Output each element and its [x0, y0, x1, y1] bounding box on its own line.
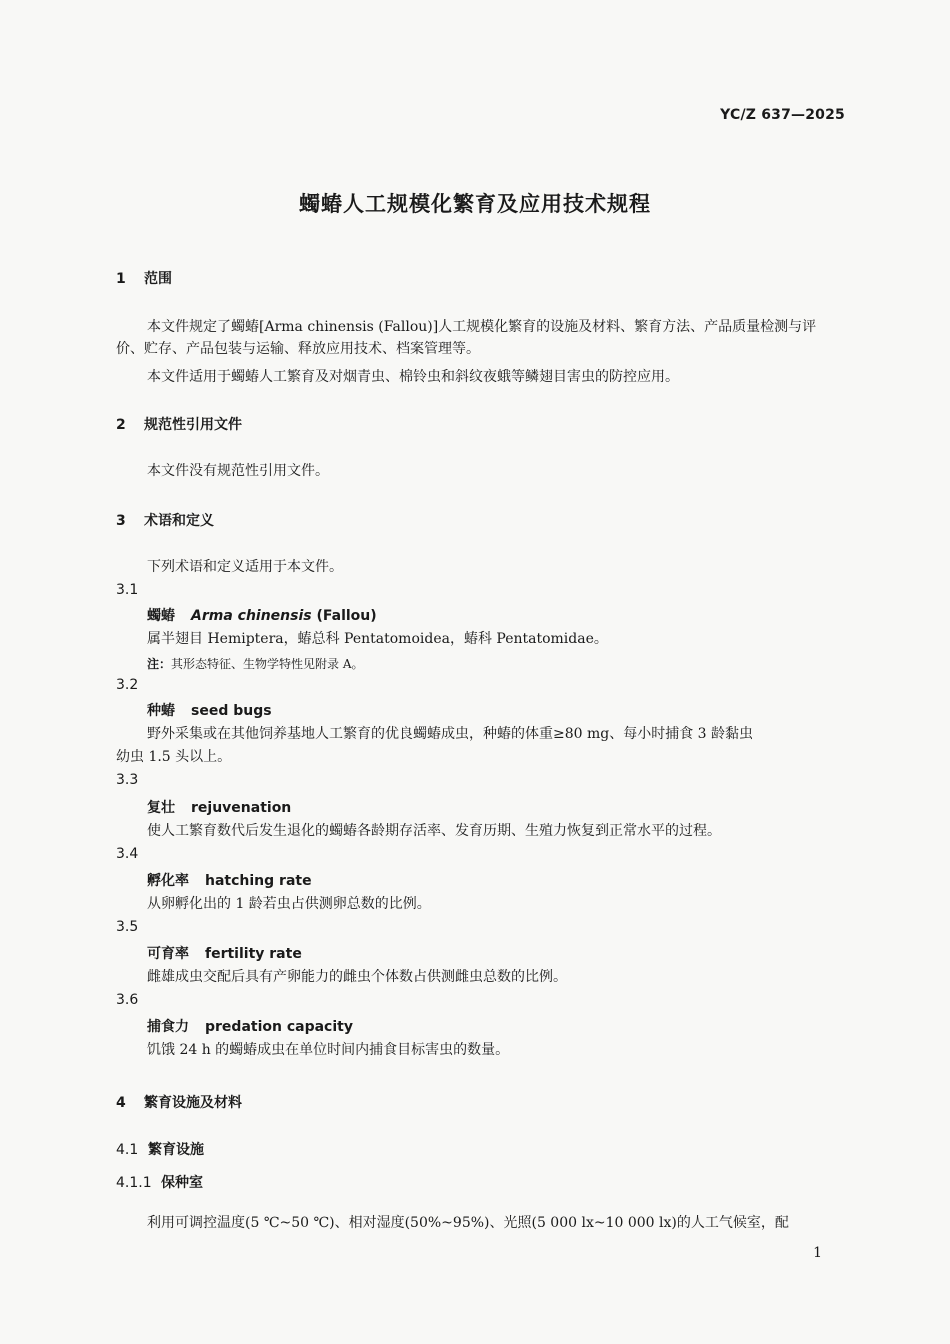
- term-zh: 蠋蝽: [147, 608, 175, 624]
- term-3-2: [147, 700, 272, 720]
- term-3-4: [147, 870, 312, 890]
- document-title: 蠋蝽人工规模化繁育及应用技术规程: [299, 192, 651, 216]
- section-title: 规范性引用文件: [144, 417, 242, 433]
- terms-intro: 下列术语和定义适用于本文件。: [147, 559, 343, 575]
- term-definition: 使人工繁育数代后发生退化的蠋蝽各龄期存活率、发育历期、生殖力恢复到正常水平的过程。: [147, 823, 721, 839]
- term-zh: 复壮: [147, 800, 175, 816]
- term-definition: 属半翅目 Hemiptera，蝽总科 Pentatomoidea，蝽科 Pentatomidae。: [147, 631, 608, 647]
- scope-paragraph-1: 本文件规定了蠋蝽[Arma chinensis (Fallou)]人工规模化繁育的设施及材料、繁育方法、产品质量检测与评价、贮存、产品包装与运输、释放应用技术、档案管理等。: [116, 319, 817, 357]
- term-number: 3.5: [116, 919, 139, 935]
- term-number: 3.2: [116, 677, 139, 693]
- term-zh: 捕食力: [147, 1019, 189, 1035]
- term-en: rejuvenation: [191, 800, 292, 816]
- section-number: 2: [116, 417, 126, 433]
- section-title: 范围: [144, 271, 172, 287]
- term-en-suffix: (Fallou): [311, 608, 377, 624]
- term-definition: 从卵孵化出的 1 龄若虫占供测卵总数的比例。: [147, 896, 431, 912]
- term-3-3: [147, 797, 291, 817]
- section-title: 术语和定义: [144, 513, 214, 529]
- term-number: 3.6: [116, 992, 139, 1008]
- term-zh: 种蝽: [147, 703, 175, 719]
- term-zh: 孵化率: [147, 873, 189, 889]
- note-text: 其形态特征、生物学特性见附录 A。: [171, 657, 364, 671]
- term-en: predation capacity: [205, 1019, 353, 1035]
- term-definition: 饥饿 24 h 的蠋蝽成虫在单位时间内捕食目标害虫的数量。: [147, 1042, 510, 1058]
- term-number: 3.3: [116, 772, 139, 788]
- section-number: 4: [116, 1095, 126, 1111]
- term-definition-line-1: 野外采集或在其他饲养基地人工繁育的优良蠋蝽成虫，种蝽的体重≥80 mg、每小时捕食 3 龄黏虫: [147, 726, 754, 742]
- subsection-number: 4.1.1: [116, 1175, 152, 1191]
- section-1-heading: [116, 268, 172, 288]
- term-en: fertility rate: [205, 946, 302, 962]
- subsection-number: 4.1: [116, 1142, 139, 1158]
- seed-room-paragraph: 利用可调控温度(5 ℃~50 ℃)、相对湿度(50%~95%)、光照(5 000 lx~10 000 lx)的人工气候室，配: [147, 1215, 789, 1231]
- section-number: 1: [116, 271, 126, 287]
- term-definition: 雌雄成虫交配后具有产卵能力的雌虫个体数占供测雌虫总数的比例。: [147, 969, 567, 985]
- term-note: [147, 655, 364, 672]
- section-number: 3: [116, 513, 126, 529]
- term-zh: 可育率: [147, 946, 189, 962]
- page-number: 1: [813, 1245, 822, 1261]
- term-number: 3.1: [116, 582, 139, 598]
- document-number: YC/Z 637—2025: [720, 107, 845, 123]
- scope-paragraph-2: 本文件适用于蠋蝽人工繁育及对烟青虫、棉铃虫和斜纹夜蛾等鳞翅目害虫的防控应用。: [147, 369, 679, 385]
- section-3-heading: [116, 510, 214, 530]
- term-number: 3.4: [116, 846, 139, 862]
- subsection-title: 繁育设施: [148, 1142, 204, 1158]
- term-definition-line-2: 幼虫 1.5 头以上。: [116, 749, 232, 765]
- term-en: hatching rate: [205, 873, 312, 889]
- term-en: Arma chinensis: [191, 608, 312, 624]
- section-4-heading: [116, 1092, 242, 1112]
- subsection-4-1-heading: [116, 1139, 204, 1159]
- term-3-1: [147, 605, 377, 625]
- normative-references-text: 本文件没有规范性引用文件。: [147, 463, 329, 479]
- subsection-4-1-1-heading: [116, 1172, 203, 1192]
- term-3-5: [147, 943, 302, 963]
- term-3-6: [147, 1016, 353, 1036]
- section-2-heading: [116, 414, 242, 434]
- section-title: 繁育设施及材料: [144, 1095, 242, 1111]
- term-en: seed bugs: [191, 703, 272, 719]
- note-label: 注：: [147, 657, 172, 671]
- subsection-title: 保种室: [161, 1175, 203, 1191]
